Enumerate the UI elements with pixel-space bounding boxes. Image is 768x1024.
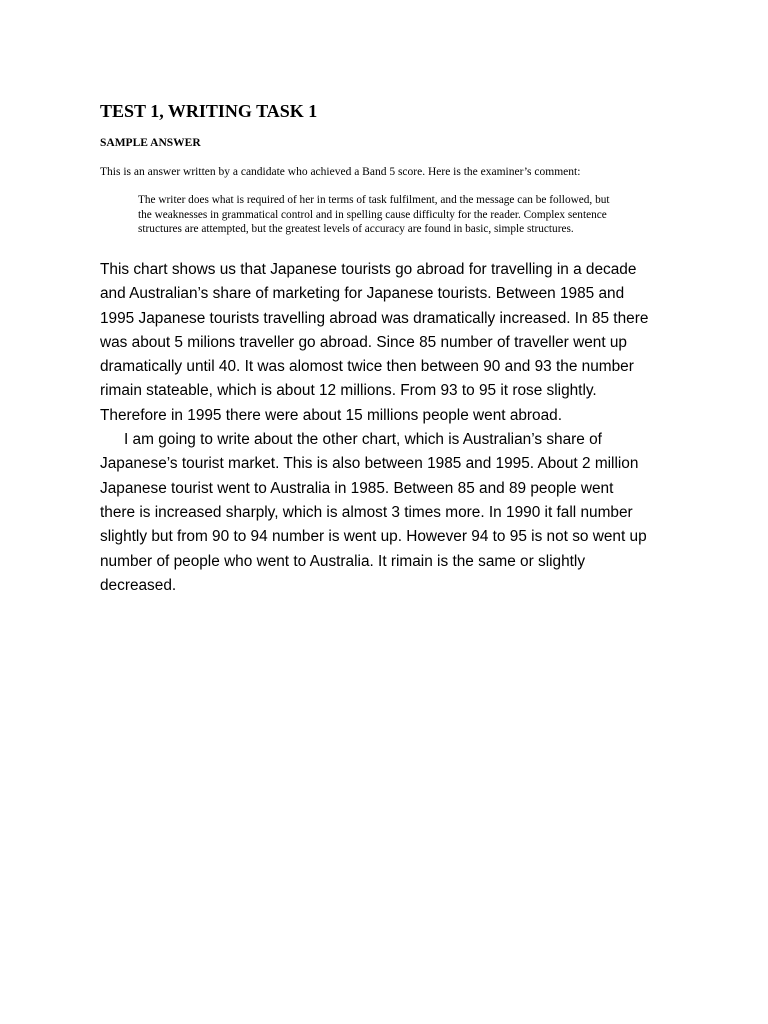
essay-line: and Australian’s share of marketing for Japanese tourists. Between 1985 and (100, 285, 625, 303)
essay-line: Japanese tourist went to Australia in 1985. Between 85 and 89 people went (100, 479, 614, 497)
essay-line: was about 5 milions traveller go abroad. Since 85 number of traveller went up (100, 333, 627, 351)
essay-line: Japanese’s tourist market. This is also between 1985 and 1995. About 2 million (100, 455, 639, 473)
essay-line: I am going to write about the other chart, which is Australian’s share of (124, 431, 602, 449)
essay-line: slightly but from 90 to 94 number is went up. However 94 to 95 is not so went up (100, 528, 647, 546)
examiner-comment (138, 193, 638, 237)
essay-line: number of people who went to Australia. It rimain is the same or slightly (100, 552, 586, 570)
essay-line: Therefore in 1995 there were about 15 millions people went abroad. (100, 406, 563, 424)
essay-line: 1995 Japanese tourists travelling abroad was dramatically increased. In 85 there (100, 309, 649, 327)
comment-line: The writer does what is required of her in terms of task fulfilment, and the message can be followed, but (138, 194, 610, 206)
essay-line: dramatically until 40. It was alomost twice then between 90 and 93 the number (100, 358, 634, 376)
section-subtitle: SAMPLE ANSWER (100, 137, 201, 149)
page-title: TEST 1, WRITING TASK 1 (100, 101, 318, 121)
intro-text: This is an answer written by a candidate who achieved a Band 5 score. Here is the examiner’s comment: (100, 166, 581, 178)
essay-line: rimain stateable, which is about 12 millions. From 93 to 95 it rose slightly. (100, 382, 597, 400)
essay-line: This chart shows us that Japanese tourists go abroad for travelling in a decade (100, 261, 637, 278)
comment-line: the weaknesses in grammatical control and in spelling cause difficulty for the reader. Complex sentence (138, 208, 607, 221)
sample-essay (100, 258, 680, 598)
essay-line: there is increased sharply, which is almost 3 times more. In 1990 it fall number (100, 503, 633, 521)
essay-line: decreased. (100, 576, 177, 594)
comment-line: structures are attempted, but the greatest levels of accuracy are found in basic, simple structures. (138, 223, 574, 235)
